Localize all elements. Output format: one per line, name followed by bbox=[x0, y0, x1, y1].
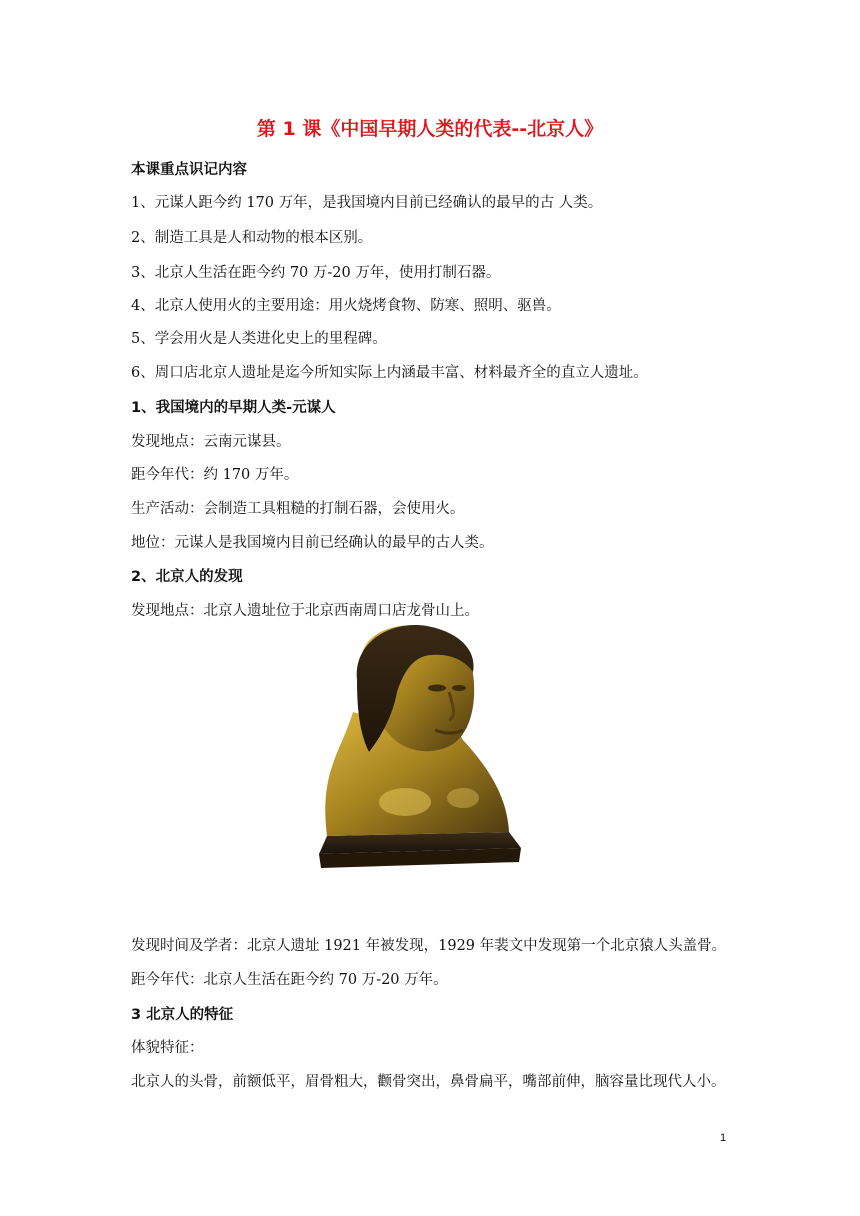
features-label: 体貌特征： bbox=[131, 1040, 204, 1056]
peking-location: 发现地点：北京人遗址位于北京西南周口店龙骨山上。 bbox=[131, 603, 479, 619]
key-point-4: 4、北京人使用火的主要用途：用火烧烤食物、防寒、照明、驱兽。 bbox=[131, 298, 561, 314]
key-point-6: 6、周口店北京人遗址是迄今所知实际上内涵最丰富、材料最齐全的直立人遗址。 bbox=[131, 365, 648, 381]
peking-discovery-time: 发现时间及学者：北京人遗址 1921 年被发现，1929 年裴文中发现第一个北京猿人头盖骨。 bbox=[131, 938, 727, 954]
features-description: 北京人的头骨，前额低平，眉骨粗大，颧骨突出，鼻骨扁平，嘴部前伸，脑容量比现代人小。 bbox=[131, 1074, 726, 1090]
key-point-3: 3、北京人生活在距今约 70 万-20 万年，使用打制石器。 bbox=[131, 265, 501, 281]
section-heading-yuanmou: 1、我国境内的早期人类-元谋人 bbox=[131, 400, 336, 416]
key-point-2: 2、制造工具是人和动物的根本区别。 bbox=[131, 230, 373, 246]
key-points-heading: 本课重点识记内容 bbox=[131, 162, 247, 178]
page-number: 1 bbox=[720, 1132, 727, 1144]
lesson-title: 第 1 课《中国早期人类的代表--北京人》 bbox=[256, 118, 604, 140]
key-point-5: 5、学会用火是人类进化史上的里程碑。 bbox=[131, 331, 387, 347]
peking-man-bust-image bbox=[313, 622, 523, 870]
section-heading-discovery: 2、北京人的发现 bbox=[131, 569, 243, 585]
yuanmou-age: 距今年代：约 170 万年。 bbox=[131, 467, 299, 483]
key-point-1: 1、元谋人距今约 170 万年，是我国境内目前已经确认的最早的古 人类。 bbox=[131, 195, 603, 211]
section-heading-features: 3 北京人的特征 bbox=[131, 1007, 234, 1023]
yuanmou-location: 发现地点：云南元谋县。 bbox=[131, 434, 291, 450]
peking-age: 距今年代：北京人生活在距今约 70 万-20 万年。 bbox=[131, 972, 448, 988]
yuanmou-status: 地位：元谋人是我国境内目前已经确认的最早的古人类。 bbox=[131, 535, 494, 551]
yuanmou-activity: 生产活动：会制造工具粗糙的打制石器，会使用火。 bbox=[131, 501, 465, 517]
